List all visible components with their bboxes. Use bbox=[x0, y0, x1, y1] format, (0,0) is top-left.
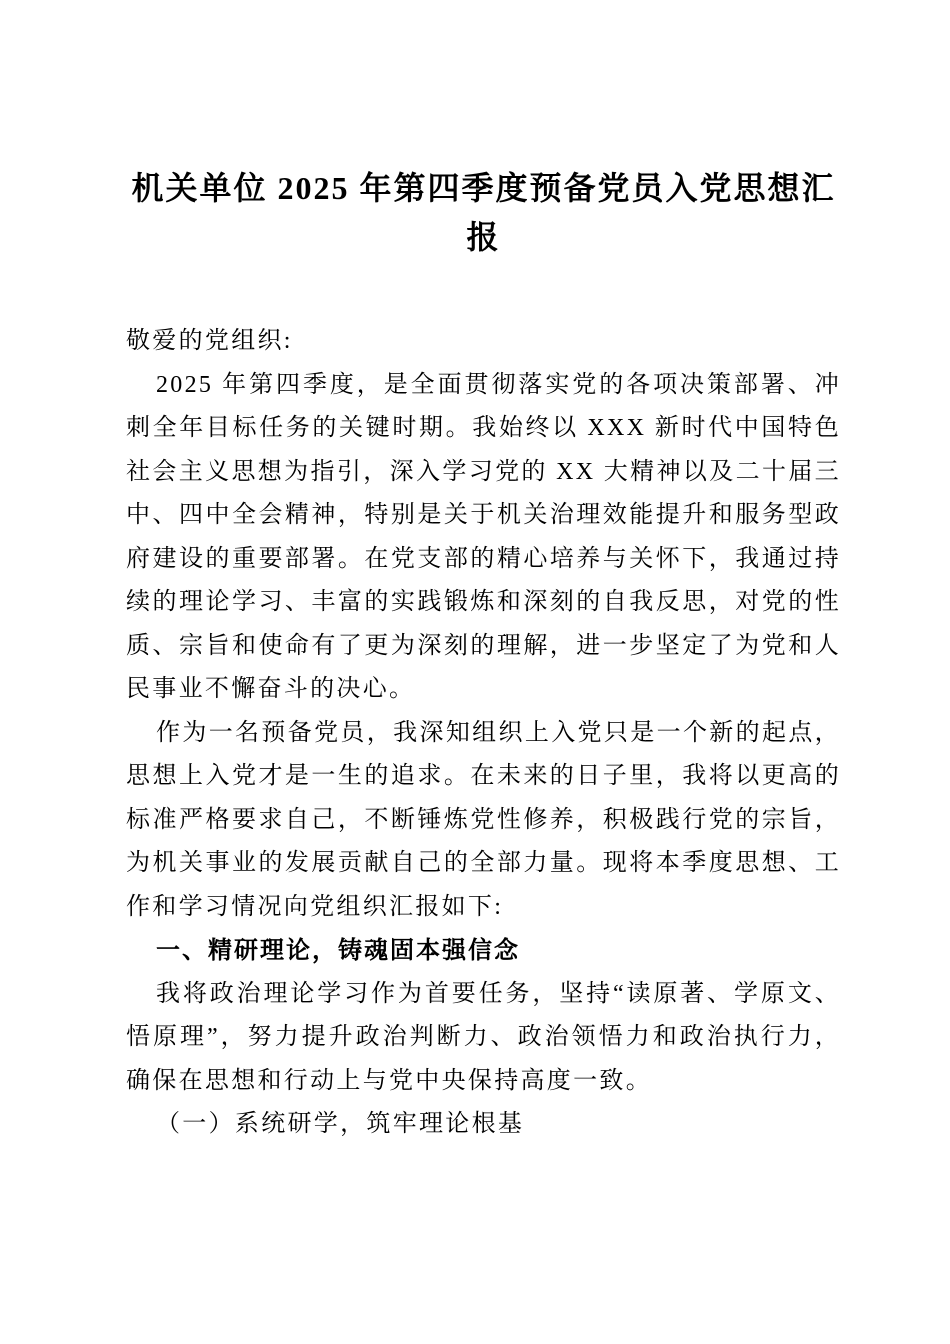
section-heading-level1: 一、精研理论，铸魂固本强信念 bbox=[156, 937, 520, 964]
section-heading-level2: （一）系统研学，筑牢理论根基 bbox=[156, 1111, 525, 1137]
salutation-line: 敬爱的党组织: bbox=[126, 328, 293, 354]
document-paragraph: 作为一名预备党员，我深知组织上入党只是一个新的起点，思想上入党才是一生的追求。在未来的日子里，我将以更高的标准严格要求自己，不断锤炼党性修养，积极践行党的宗旨，为机关事业的发展贡献自己的全部力量。现将本季度思想、工作和学习情况向党组织汇报如下: bbox=[126, 719, 841, 920]
document-paragraph: 我将政治理论学习作为首要任务，坚持“读原著、学原文、悟原理”，努力提升政治判断力、政治领悟力和政治执行力，确保在思想和行动上与党中央保持高度一致。 bbox=[126, 980, 842, 1094]
document-paragraph: 2025 年第四季度，是全面贯彻落实党的各项决策部署、冲刺全年目标任务的关键时期。我始终以 XXX 新时代中国特色社会主义思想为指引，深入学习党的 XX 大精神以及二十届三中、四中全会精神，特别是关于机关治理效能提升和服务型政府建设的重要部署。在党支部的精心培养与关怀下，我通过持续的理论学习、丰富的实践锻炼和深刻的自我反思，对党的性质、宗旨和使命有了更为深刻的理解，进一步坚定了为党和人民事业不懈奋斗的决心。 bbox=[126, 371, 841, 702]
document-body bbox=[126, 320, 841, 1147]
document-title: 机关单位 2025 年第四季度预备党员入党思想汇报 bbox=[131, 170, 836, 255]
